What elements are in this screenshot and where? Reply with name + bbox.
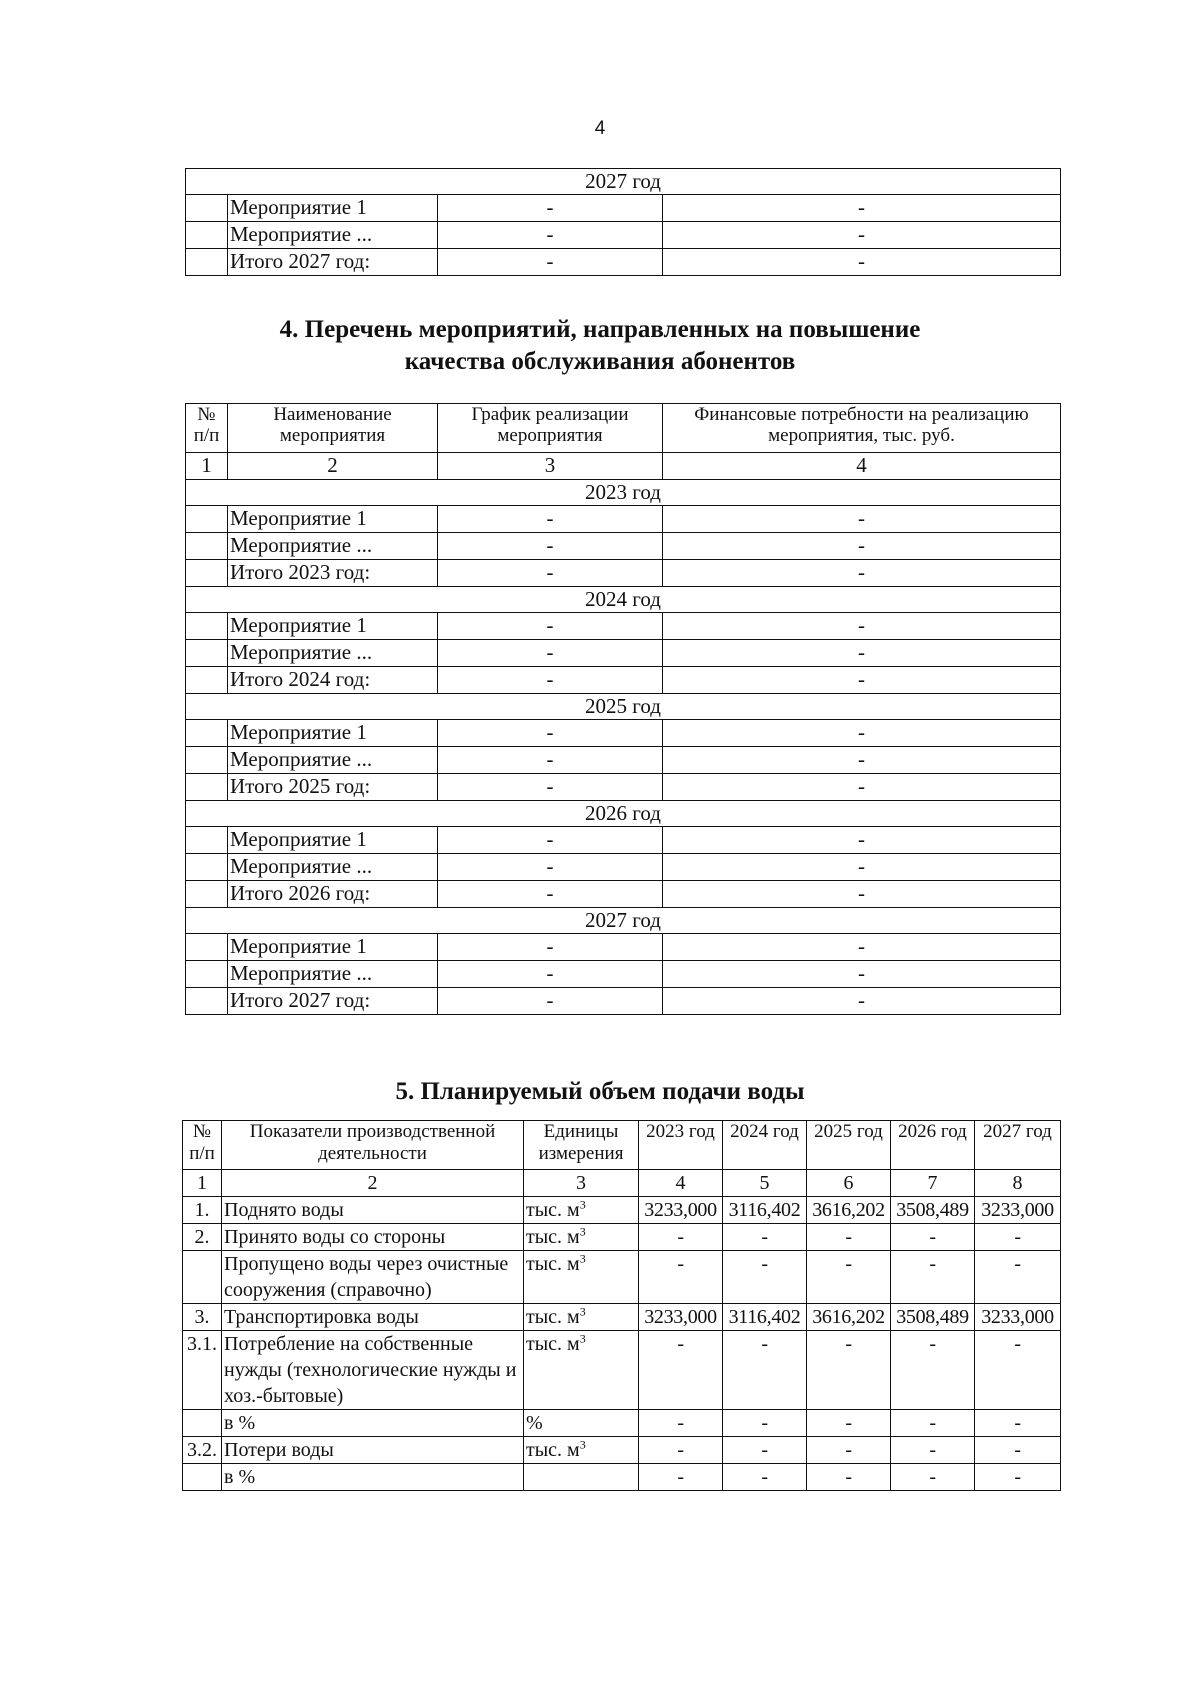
table-row (183, 1304, 1061, 1331)
col-number: 6 (807, 1170, 891, 1197)
finance-cell: - (663, 720, 1061, 747)
table-row (186, 640, 1061, 667)
finance-cell: - (663, 854, 1061, 881)
header-indicator: Показатели производственной деятельности (222, 1121, 524, 1170)
section4-table (185, 403, 1061, 1015)
value-cell: - (723, 1437, 807, 1464)
header-name: Наименование мероприятия (228, 404, 438, 453)
value-cell: - (807, 1331, 891, 1410)
value-cell: 3233,000 (975, 1304, 1061, 1331)
col-number: 5 (723, 1170, 807, 1197)
event-name: Мероприятие ... (228, 640, 438, 667)
year-label: 2025 год (186, 694, 1061, 720)
table-row (183, 1410, 1061, 1437)
table-row (186, 881, 1061, 908)
num-cell (186, 613, 228, 640)
unit-cell (524, 1224, 639, 1251)
finance-cell: - (663, 988, 1061, 1015)
finance-cell: - (663, 195, 1061, 222)
value-cell: - (807, 1251, 891, 1304)
header-year: 2024 год (723, 1121, 807, 1170)
value-cell: 3616,202 (807, 1197, 891, 1224)
schedule-cell: - (438, 720, 663, 747)
year-row (186, 169, 1061, 195)
schedule-cell: - (438, 249, 663, 276)
col-number: 1 (186, 453, 228, 480)
table-row (183, 1251, 1061, 1304)
table-row (183, 1224, 1061, 1251)
finance-cell: - (663, 533, 1061, 560)
schedule-cell: - (438, 506, 663, 533)
table-row (186, 934, 1061, 961)
schedule-cell: - (438, 934, 663, 961)
schedule-cell: - (438, 881, 663, 908)
num-cell (186, 222, 228, 249)
value-cell: 3508,489 (891, 1197, 975, 1224)
value-cell: 3508,489 (891, 1304, 975, 1331)
value-cell: 3233,000 (975, 1197, 1061, 1224)
unit-cell (524, 1197, 639, 1224)
event-name: Мероприятие ... (228, 961, 438, 988)
num-cell (186, 249, 228, 276)
finance-cell: - (663, 222, 1061, 249)
event-name: Мероприятие 1 (228, 195, 438, 222)
schedule-cell: - (438, 195, 663, 222)
unit-text: тыс. м (526, 1199, 580, 1221)
indicator-name: в % (222, 1410, 524, 1437)
schedule-cell: - (438, 560, 663, 587)
unit-text: тыс. м (526, 1306, 580, 1328)
section5-title: 5. Планируемый объем подачи воды (395, 1078, 805, 1105)
table-row (186, 195, 1061, 222)
event-name: Мероприятие 1 (228, 506, 438, 533)
col-number: 4 (663, 453, 1061, 480)
table-row (183, 1331, 1061, 1410)
unit-text: тыс. м (526, 1226, 580, 1248)
finance-cell: - (663, 827, 1061, 854)
row-number (183, 1464, 222, 1491)
value-cell: 3616,202 (807, 1304, 891, 1331)
year-row (186, 801, 1061, 827)
table-row (186, 222, 1061, 249)
num-cell (186, 667, 228, 694)
year-label: 2024 год (186, 587, 1061, 613)
value-cell: - (891, 1224, 975, 1251)
value-cell: - (723, 1410, 807, 1437)
indicator-name: в % (222, 1464, 524, 1491)
unit-text: тыс. м (526, 1439, 580, 1461)
unit-cell (524, 1251, 639, 1304)
unit-cell (524, 1410, 639, 1437)
unit-cell (524, 1304, 639, 1331)
value-cell: - (807, 1464, 891, 1491)
table-row (186, 747, 1061, 774)
value-cell: - (639, 1224, 723, 1251)
event-name: Итого 2025 год: (228, 774, 438, 801)
col-number: 1 (183, 1170, 222, 1197)
num-cell (186, 747, 228, 774)
value-cell: - (975, 1437, 1061, 1464)
table-row (186, 560, 1061, 587)
value-cell: - (891, 1251, 975, 1304)
schedule-cell: - (438, 854, 663, 881)
row-number (183, 1410, 222, 1437)
schedule-cell: - (438, 222, 663, 249)
event-name: Мероприятие 1 (228, 827, 438, 854)
event-name: Итого 2027 год: (228, 249, 438, 276)
year-row (186, 480, 1061, 506)
value-cell: 3116,402 (723, 1304, 807, 1331)
value-cell: - (975, 1251, 1061, 1304)
col-number: 3 (438, 453, 663, 480)
year-row (186, 908, 1061, 934)
col-number: 7 (891, 1170, 975, 1197)
unit-superscript: 3 (579, 1331, 586, 1346)
schedule-cell: - (438, 827, 663, 854)
schedule-cell: - (438, 747, 663, 774)
col-number: 3 (524, 1170, 639, 1197)
section5-table (182, 1120, 1061, 1491)
row-number (183, 1251, 222, 1304)
indicator-name: Потребление на собственные нужды (технологические нужды и хоз.-бытовые) (222, 1331, 524, 1410)
event-name: Мероприятие ... (228, 222, 438, 249)
table-row (183, 1197, 1061, 1224)
value-cell: - (807, 1224, 891, 1251)
value-cell: - (891, 1410, 975, 1437)
table-row (186, 613, 1061, 640)
value-cell: - (723, 1331, 807, 1410)
unit-cell (524, 1464, 639, 1491)
value-cell: - (891, 1464, 975, 1491)
schedule-cell: - (438, 613, 663, 640)
num-cell (186, 195, 228, 222)
header-num: № п/п (183, 1121, 222, 1170)
table-row (183, 1464, 1061, 1491)
year-label: 2027 год (186, 908, 1061, 934)
num-cell (186, 640, 228, 667)
unit-superscript: 3 (579, 1304, 586, 1319)
header-schedule: График реализации мероприятия (438, 404, 663, 453)
value-cell: - (975, 1224, 1061, 1251)
header-year: 2023 год (639, 1121, 723, 1170)
finance-cell: - (663, 667, 1061, 694)
row-number: 3. (183, 1304, 222, 1331)
unit-text: тыс. м (526, 1253, 580, 1275)
finance-cell: - (663, 934, 1061, 961)
value-cell: - (807, 1410, 891, 1437)
unit-text: тыс. м (526, 1333, 580, 1355)
num-cell (186, 560, 228, 587)
row-number: 3.1. (183, 1331, 222, 1410)
value-cell: - (975, 1331, 1061, 1410)
finance-cell: - (663, 747, 1061, 774)
value-cell: - (891, 1437, 975, 1464)
value-cell: - (639, 1251, 723, 1304)
table-row (186, 667, 1061, 694)
schedule-cell: - (438, 774, 663, 801)
indicator-name: Поднято воды (222, 1197, 524, 1224)
event-name: Мероприятие 1 (228, 934, 438, 961)
row-number: 2. (183, 1224, 222, 1251)
table-row (186, 961, 1061, 988)
event-name: Мероприятие ... (228, 747, 438, 774)
header-unit: Единицы измерения (524, 1121, 639, 1170)
value-cell: 3233,000 (639, 1197, 723, 1224)
value-cell: - (807, 1437, 891, 1464)
event-name: Мероприятие 1 (228, 613, 438, 640)
value-cell: - (891, 1331, 975, 1410)
value-cell: - (975, 1410, 1061, 1437)
num-cell (186, 854, 228, 881)
col-number: 4 (639, 1170, 723, 1197)
num-cell (186, 881, 228, 908)
event-name: Итого 2023 год: (228, 560, 438, 587)
event-name: Итого 2027 год: (228, 988, 438, 1015)
value-cell: 3233,000 (639, 1304, 723, 1331)
schedule-cell: - (438, 640, 663, 667)
value-cell: - (723, 1224, 807, 1251)
finance-cell: - (663, 249, 1061, 276)
year-label: 2023 год (186, 480, 1061, 506)
indicator-name: Транспортировка воды (222, 1304, 524, 1331)
event-name: Мероприятие ... (228, 854, 438, 881)
value-cell: - (639, 1464, 723, 1491)
page-number: 4 (594, 118, 606, 139)
finance-cell: - (663, 961, 1061, 988)
col-number: 8 (975, 1170, 1061, 1197)
table-row (186, 827, 1061, 854)
finance-cell: - (663, 774, 1061, 801)
schedule-cell: - (438, 667, 663, 694)
section4-title-line2: качества обслуживания абонентов (404, 348, 796, 375)
indicator-name: Потери воды (222, 1437, 524, 1464)
event-name: Итого 2024 год: (228, 667, 438, 694)
table-row (186, 249, 1061, 276)
value-cell: - (639, 1331, 723, 1410)
table-row (183, 1437, 1061, 1464)
num-cell (186, 720, 228, 747)
table-row (186, 988, 1061, 1015)
year-label: 2027 год (186, 169, 1061, 195)
finance-cell: - (663, 640, 1061, 667)
finance-cell: - (663, 506, 1061, 533)
row-number: 3.2. (183, 1437, 222, 1464)
finance-cell: - (663, 881, 1061, 908)
num-cell (186, 827, 228, 854)
header-year: 2026 год (891, 1121, 975, 1170)
column-number-row (183, 1170, 1061, 1197)
unit-text: % (526, 1412, 543, 1434)
header-num: № п/п (186, 404, 228, 453)
unit-superscript: 3 (579, 1437, 586, 1452)
schedule-cell: - (438, 533, 663, 560)
unit-superscript: 3 (579, 1224, 586, 1239)
header-finance: Финансовые потребности на реализацию мероприятия, тыс. руб. (663, 404, 1061, 453)
header-year: 2027 год (975, 1121, 1061, 1170)
unit-cell (524, 1331, 639, 1410)
table-row (186, 720, 1061, 747)
num-cell (186, 533, 228, 560)
finance-cell: - (663, 613, 1061, 640)
col-number: 2 (228, 453, 438, 480)
table-row (186, 506, 1061, 533)
header-year: 2025 год (807, 1121, 891, 1170)
value-cell: - (975, 1464, 1061, 1491)
num-cell (186, 961, 228, 988)
continuation-table (185, 168, 1061, 276)
num-cell (186, 934, 228, 961)
unit-superscript: 3 (579, 1251, 586, 1266)
column-number-row (186, 453, 1061, 480)
section4-title-line1: 4. Перечень мероприятий, направленных на повышение (279, 316, 921, 343)
year-row (186, 694, 1061, 720)
table-row (186, 774, 1061, 801)
value-cell: 3116,402 (723, 1197, 807, 1224)
unit-cell (524, 1437, 639, 1464)
event-name: Итого 2026 год: (228, 881, 438, 908)
value-cell: - (723, 1251, 807, 1304)
section4-title (0, 314, 1200, 378)
table-row (186, 533, 1061, 560)
col-number: 2 (222, 1170, 524, 1197)
year-row (186, 587, 1061, 613)
num-cell (186, 506, 228, 533)
event-name: Мероприятие ... (228, 533, 438, 560)
finance-cell: - (663, 560, 1061, 587)
num-cell (186, 774, 228, 801)
schedule-cell: - (438, 961, 663, 988)
indicator-name: Пропущено воды через очистные сооружения (справочно) (222, 1251, 524, 1304)
header-row (186, 404, 1061, 453)
year-label: 2026 год (186, 801, 1061, 827)
num-cell (186, 988, 228, 1015)
value-cell: - (639, 1410, 723, 1437)
value-cell: - (723, 1464, 807, 1491)
row-number: 1. (183, 1197, 222, 1224)
value-cell: - (639, 1437, 723, 1464)
indicator-name: Принято воды со стороны (222, 1224, 524, 1251)
unit-superscript: 3 (579, 1197, 586, 1212)
event-name: Мероприятие 1 (228, 720, 438, 747)
header-row (183, 1121, 1061, 1170)
schedule-cell: - (438, 988, 663, 1015)
table-row (186, 854, 1061, 881)
